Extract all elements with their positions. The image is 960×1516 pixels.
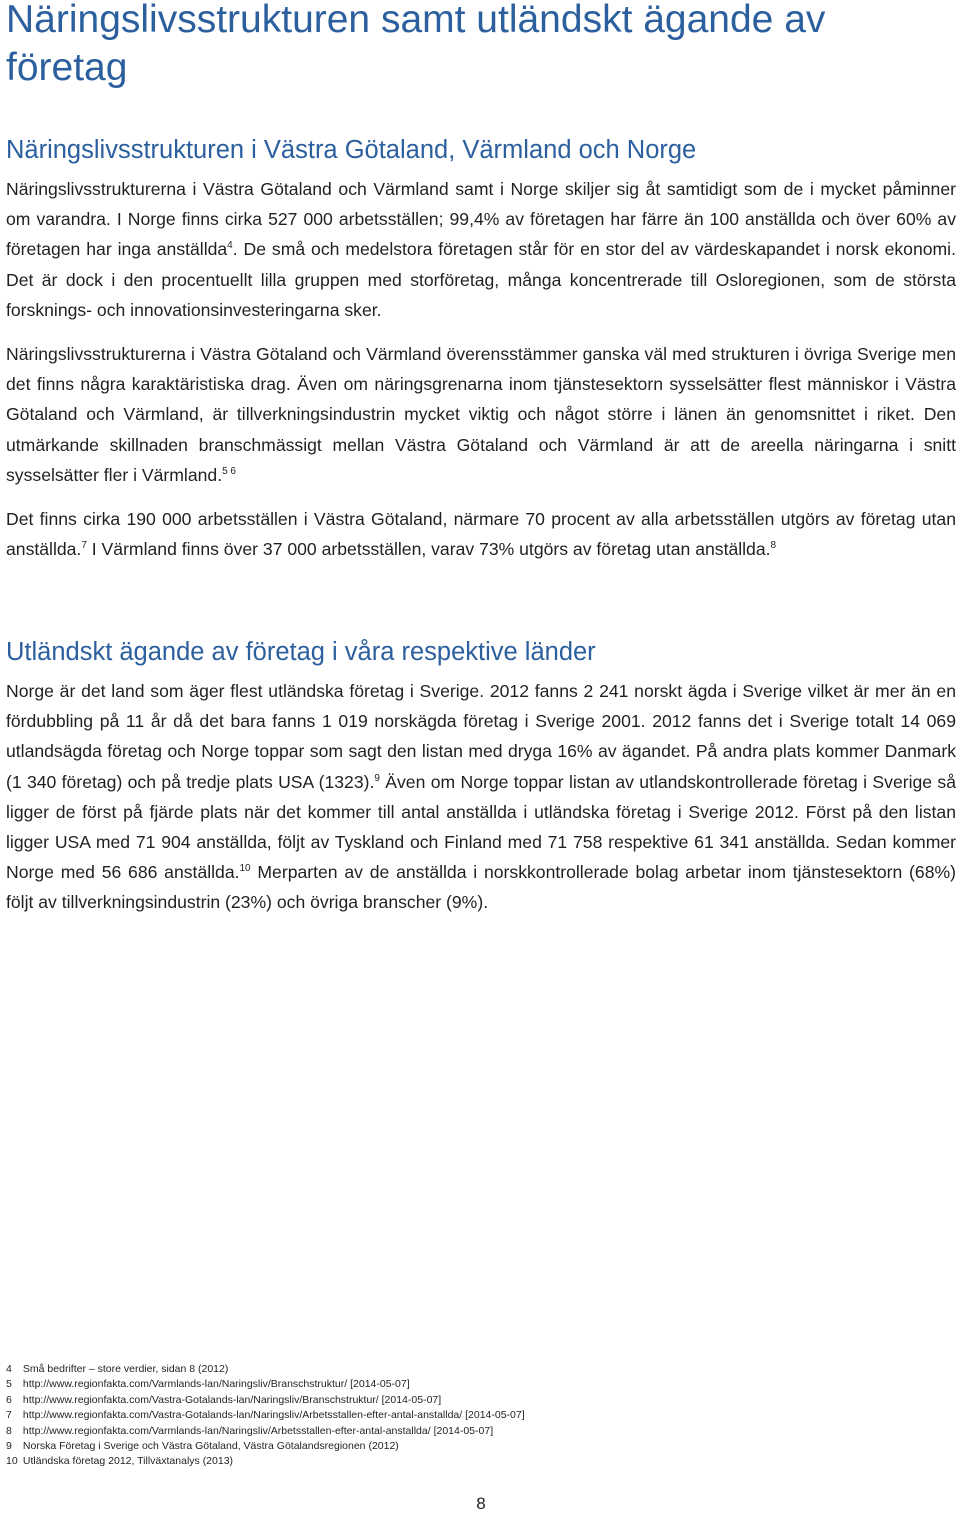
paragraph-foreign-ownership	[6, 676, 956, 918]
footnote-ref[interactable]: 7	[81, 540, 87, 552]
footnote-item	[6, 1362, 956, 1377]
paragraph-text: I Värmland finns över 37 000 arbetsställen, varav 73% utgörs av företag utan anställda.	[86, 539, 771, 560]
footnote-item	[6, 1393, 956, 1408]
footnote-item	[6, 1377, 956, 1392]
footnote-number: 4	[6, 1363, 12, 1375]
footnote-number: 9	[6, 1440, 12, 1453]
paragraph-text: Norge är det land som äger flest utländska företag i Sverige. 2012 fanns 2 241 norskt ägda i Sverige vilket är mer än en fördubbling på 11 år då det bara fanns 1 019 norskägda företag i Sverige 2001. 2012 fanns det i Sverige totalt 14 069 utlandsägda företag och Norge toppar som sagt den listan med dryga 16% av ägandet. På andra plats kommer Danmark (1 340 företag) och på tredje plats USA (1323).	[6, 681, 956, 792]
footnote-text: Små bedrifter – store verdier, sidan 8 (2012)	[22, 1363, 229, 1375]
paragraph-text: . De små och medelstora företagen står för en stor del av värdeskapandet i norsk ekonomi. Det är dock i den procentuellt lilla gruppen med storföretag, många koncentrerade till Osloregionen, som de största forsknings- och innovationsinvesteringarna sker.	[6, 239, 956, 320]
footnote-number: 10	[6, 1455, 18, 1468]
footnote-number: 6	[6, 1393, 12, 1406]
paragraph-text: Även om Norge toppar listan av utlandskontrollerade företag i Sverige så ligger de först på fjärde plats när det kommer till antal anställda i utländska företag i Sverige 2012. Först på den listan ligger USA med 71 904 anställda, följt av Tyskland och Finland med 71 758 respektive 61 341 anställda. Sedan kommer Norge med 56 686 anställda.	[6, 771, 956, 883]
page-number: 8	[476, 1494, 486, 1513]
paragraph-norway-structure	[6, 174, 956, 325]
paragraph-text: Det finns cirka 190 000 arbetsställen i Västra Götaland, närmare 70 procent av alla arbetsställen utgörs av företag utan anställda.	[6, 509, 956, 560]
footnote-link[interactable]: http://www.regionfakta.com/Varmlands-lan/Naringsliv/Branschstruktur/ [2014-05-07]	[22, 1378, 410, 1391]
footnote-link[interactable]: http://www.regionfakta.com/Varmlands-lan/Naringsliv/Arbetsstallen-efter-antal-anstallda/ [2014-05-07]	[22, 1424, 494, 1437]
footnote-link[interactable]: http://www.regionfakta.com/Vastra-Gotalands-lan/Naringsliv/Arbetsstallen-efter-antal-anstallda/ [2014-05-07]	[22, 1409, 525, 1422]
footnote-number: 5	[6, 1378, 12, 1391]
footnote-text: Utländska företag 2012, Tillväxtanalys (2013)	[22, 1455, 234, 1468]
footnote-ref[interactable]: 10	[239, 863, 251, 875]
section-heading-structure: Näringslivsstrukturen i Västra Götaland, Värmland och Norge	[6, 136, 697, 164]
footnote-item	[6, 1424, 956, 1439]
footnote-ref[interactable]: 5 6	[222, 465, 236, 477]
paragraph-text: Näringslivsstrukturerna i Västra Götaland och Värmland samt i Norge skiljer sig åt samtidigt som de i mycket påminner om varandra. I Norge finns cirka 527 000 arbetsställen; 99,4% av företagen har färre än 100 anställda och över 60% av företagen har inga anställda	[6, 179, 956, 260]
paragraph-sweden-structure	[6, 339, 956, 490]
footnote-ref[interactable]: 9	[374, 772, 380, 784]
footnote-number: 7	[6, 1409, 12, 1422]
paragraph-text: Merparten av de anställda i norskkontrollerade bolag arbetar inom tjänstesektorn (68%) följt av tillverkningsindustrin (23%) och övriga branscher (9%).	[6, 862, 956, 913]
footnote-ref[interactable]: 8	[770, 540, 777, 552]
footnote-item	[6, 1454, 956, 1469]
footnote-ref[interactable]: 4	[227, 240, 233, 252]
footnote-item	[6, 1408, 956, 1423]
footnotes	[6, 1362, 956, 1470]
section-heading-foreign-ownership: Utländskt ägande av företag i våra respektive länder	[6, 638, 596, 666]
paragraph-text: Näringslivsstrukturerna i Västra Götaland och Värmland överensstämmer ganska väl med strukturen i övriga Sverige men det finns några karaktäristiska drag. Även om näringsgrenarna inom tjänstesektorn sysselsätter flest människor i Västra Götaland och Värmland, är tillverkningsindustrin mycket viktig och något större i länen än genomsnittet i riket. Den utmärkande skillnaden branschmässigt mellan Västra Götaland och Värmland är att de areella näringarna i snitt sysselsätter fler i Värmland.	[6, 344, 956, 485]
page-title: Näringslivsstrukturen samt utländskt ägande av företag	[6, 0, 826, 89]
footnote-link[interactable]: http://www.regionfakta.com/Vastra-Gotalands-lan/Naringsliv/Branschstruktur/ [2014-05-07]	[22, 1393, 442, 1406]
paragraph-workplaces	[6, 504, 956, 564]
footnote-item	[6, 1439, 956, 1454]
footnote-number: 8	[6, 1424, 12, 1437]
footnote-text: Norska Företag i Sverige och Västra Götaland, Västra Götalandsregionen (2012)	[22, 1440, 399, 1453]
